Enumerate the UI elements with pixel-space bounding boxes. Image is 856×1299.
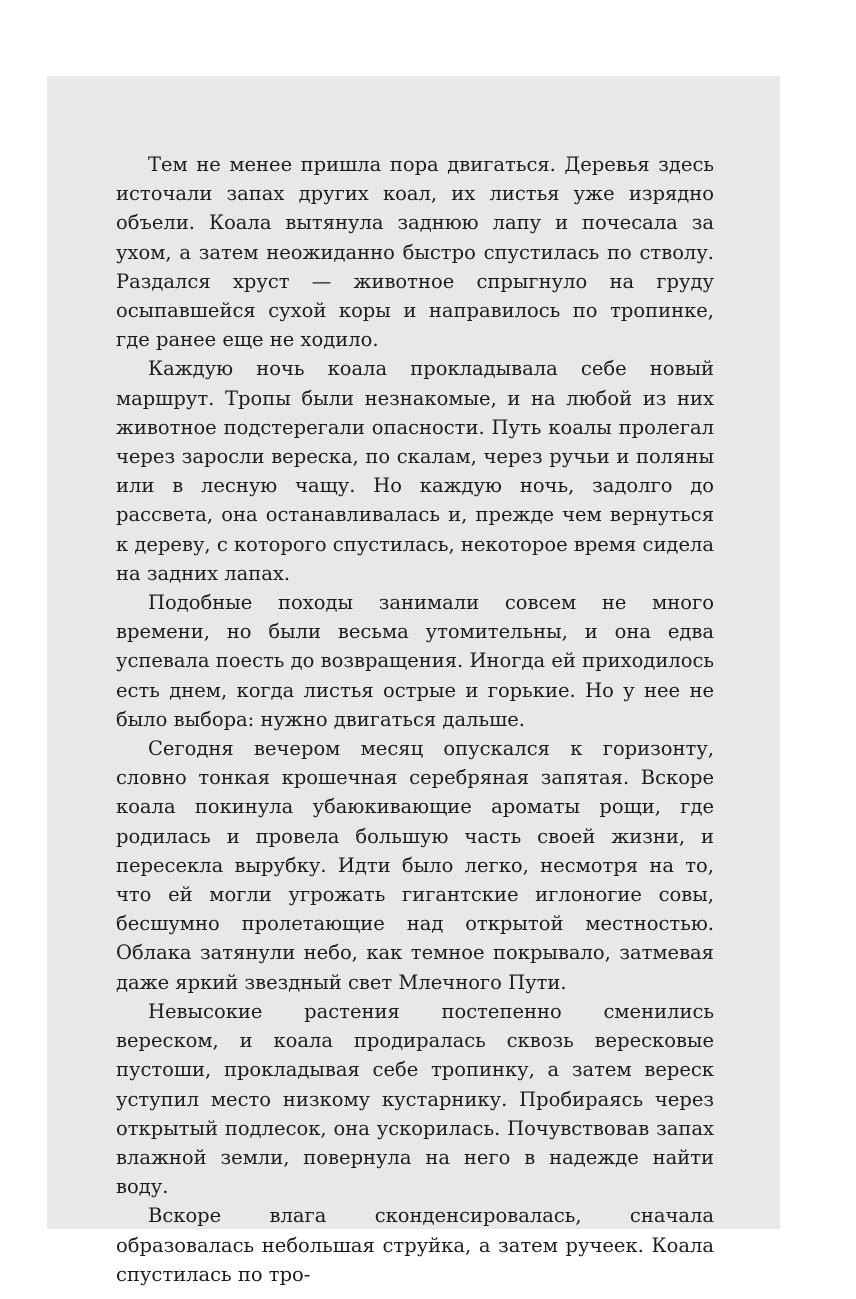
paragraph: Каждую ночь коала прокладывала себе новый маршрут. Тропы были незнакомые, и на любой из них животное подстерегали опасности. Путь коалы пролегал через заросли вереска, по скалам, через ручьи и поляны или в лесную чащу. Но каждую ночь, задолго до рассвета, она останавливалась и, прежде чем вернуться к дереву, с которого спустилась, некоторое время сидела на задних лапах. bbox=[116, 357, 714, 585]
paragraph: Невысокие растения постепенно сменились вереском, и коала продиралась сквозь вересковые пустоши, прокладывая себе тропинку, а затем вереск уступил место низкому кустарнику. Пробираясь через открытый подлесок, она ускорилась. Почувствовав запах влажной земли, повернула на него в надежде найти воду. bbox=[116, 999, 714, 1199]
paragraph: Тем не менее пришла пора двигаться. Деревья здесь источали запах других коал, их листья уже изрядно объели. Коала вытянула заднюю лапу и почесала за ухом, а затем неожиданно быстро спустилась по стволу. Раздался хруст — животное спрыгнуло на груду осыпавшейся сухой коры и направилось по тропинке, где ранее еще не ходило. bbox=[116, 153, 714, 352]
text-block bbox=[116, 150, 714, 1289]
paragraph: Вскоре влага сконденсировалась, сначала образовалась небольшая струйка, а затем ручеек. Коала спустилась по тро- bbox=[116, 1204, 714, 1286]
paragraph: Подобные походы занимали совсем не много времени, но были весьма утомительны, и она едва успевала поесть до возвращения. Иногда ей приходилось есть днем, когда листья острые и горькие. Но у нее не было выбора: нужно двигаться дальше. bbox=[116, 591, 714, 731]
paragraph: Сегодня вечером месяц опускался к горизонту, словно тонкая крошечная серебряная запятая. Вскоре коала покинула убаюкивающие ароматы рощи, где родилась и провела большую часть своей жизни, и пересекла вырубку. Идти было легко, несмотря на то, что ей могли угрожать гигантские иглоногие совы, бесшумно пролетающие над открытой местностью. Облака затянули небо, как темное покрывало, затмевая даже яркий звездный свет Млечного Пути. bbox=[116, 737, 714, 994]
